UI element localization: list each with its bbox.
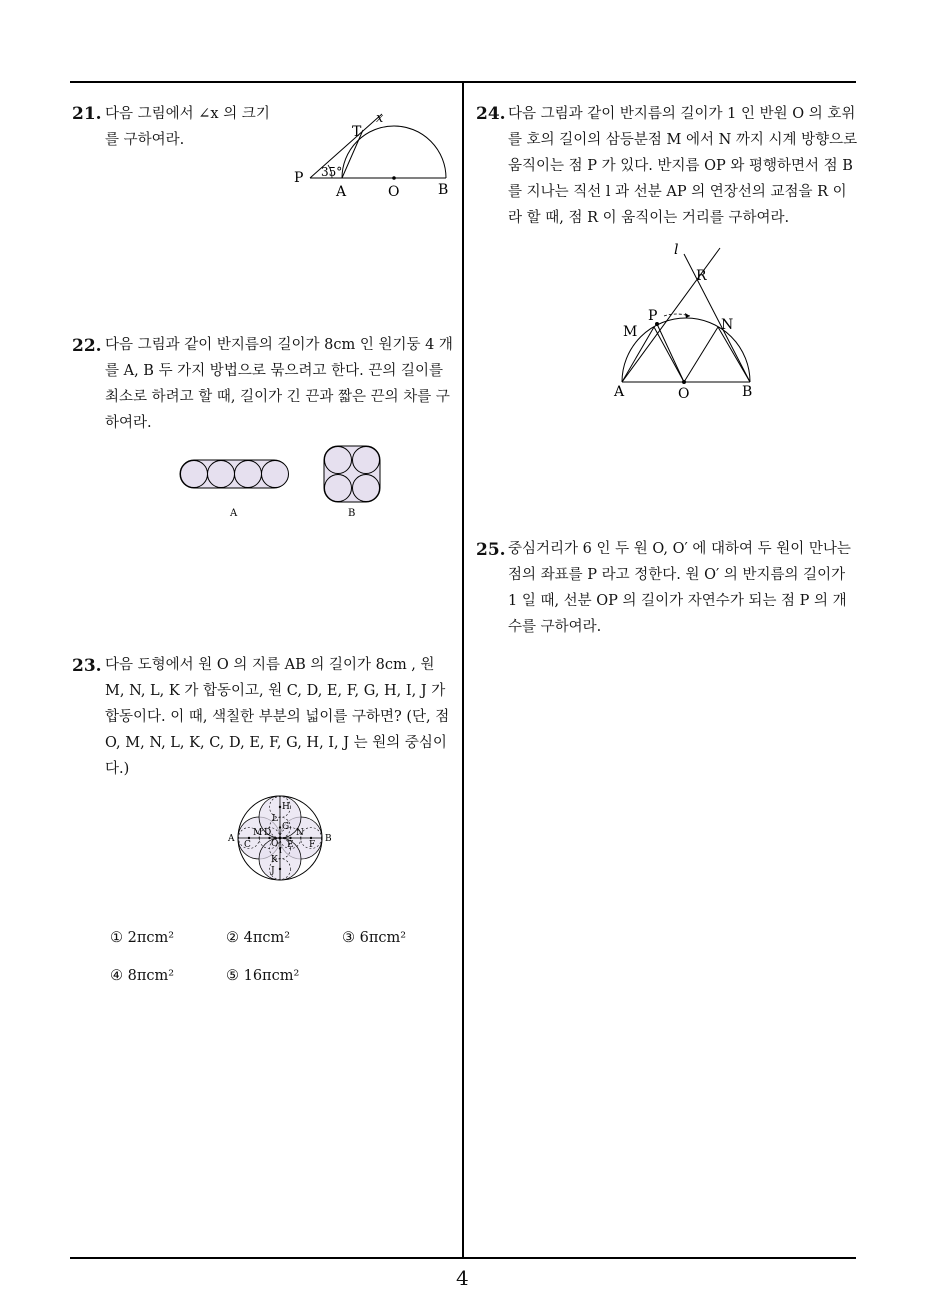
- q23-label-l: L: [272, 814, 278, 824]
- q23-choice-3[interactable]: ③ 6πcm²: [342, 930, 407, 946]
- page-number: 4: [456, 1266, 469, 1290]
- q23-label-h: H: [282, 802, 290, 812]
- q23-label-e: E: [287, 840, 294, 850]
- q24-line-on: [684, 327, 718, 382]
- q23-label-j: J: [271, 866, 275, 876]
- q23-point-dot: [310, 837, 312, 839]
- q21-label-t: T: [352, 124, 362, 140]
- q22-cylinder: [262, 461, 289, 488]
- q23-text: 다음 도형에서 원 O 의 지름 AB 의 길이가 8cm , 원 M, N, L, K 가 합동이고, 원 C, D, E, F, G, H, I, J 가 합동이다. 이 때, 색칠한 부분의 넓이를 구하면? (단, 점 O, M, N, L, K, C, D, E, F, G, H, I, J 는 원의 중심이다.): [105, 657, 450, 777]
- q24-label-m: M: [623, 324, 638, 340]
- q23-point-dot: [289, 837, 291, 839]
- q23-label-m: M: [253, 828, 263, 838]
- q23-label-f: F: [309, 840, 316, 850]
- q23-label-b: B: [325, 834, 332, 844]
- q22-cylinder: [353, 447, 380, 474]
- q22-label-a: A: [230, 508, 238, 519]
- q23-figure: [224, 788, 338, 888]
- q23-choice-2[interactable]: ② 4πcm²: [226, 930, 291, 946]
- q21-label-p: P: [294, 170, 304, 186]
- q24-label-a: A: [614, 384, 625, 400]
- q25-text: 중심거리가 6 인 두 원 O, O′ 에 대하여 두 원이 만나는 점의 좌표를 P 라고 정한다. 원 O′ 의 반지름의 길이가 1 일 때, 선분 OP 의 길이가 자연수가 되는 점 P 의 개수를 구하여라.: [508, 541, 851, 635]
- q23-center-dot: [279, 837, 282, 840]
- q21-label-x: x: [376, 111, 384, 126]
- q22-cylinder: [208, 461, 235, 488]
- q24-text: 다음 그림과 같이 반지름의 길이가 1 인 반원 O 의 호위를 호의 길이의 삼등분점 M 에서 N 까지 시계 방향으로 움직이는 점 P 가 있다. 반지름 OP 와 평행하면서 점 B 를 지나는 직선 l 과 선분 AP 의 연장선의 교점을 R 이라 할 때, 점 R 이 움직이는 거리를 구하여라.: [508, 106, 858, 226]
- q24-label-p: P: [648, 308, 658, 324]
- q23-label-n: N: [296, 828, 304, 838]
- bottom-rule: [70, 1257, 856, 1259]
- column-divider: [462, 81, 464, 1259]
- q22-cylinder: [325, 475, 352, 502]
- q23-label-d: D: [264, 828, 272, 838]
- q21-text: 다음 그림에서 ∠x 의 크기를 구하여라.: [105, 106, 270, 148]
- q23-choice-1[interactable]: ① 2πcm²: [110, 930, 175, 946]
- q24-label-l: l: [674, 242, 679, 258]
- q23-point-dot: [279, 826, 281, 828]
- q24-line-op: [657, 324, 684, 382]
- q24-label-r: R: [696, 268, 707, 284]
- q22-figure: [178, 444, 386, 522]
- q24-number: 24.: [476, 104, 506, 124]
- q23-label-g: G: [282, 822, 290, 832]
- q21-center-dot: [392, 176, 396, 180]
- q21-number: 21.: [72, 104, 102, 124]
- q24-line-om: [654, 327, 684, 382]
- q24-point-o: [682, 380, 686, 384]
- q23-label-a: A: [228, 834, 235, 844]
- q23-label-i: I: [279, 846, 283, 855]
- q23-point-dot: [279, 868, 281, 870]
- q22-cylinder: [181, 461, 208, 488]
- q24-label-n: N: [721, 317, 734, 333]
- q21-label-b: B: [438, 182, 449, 198]
- q23-choice-4[interactable]: ④ 8πcm²: [110, 968, 175, 984]
- q23-choice-5[interactable]: ⑤ 16πcm²: [226, 968, 300, 984]
- q22-cylinder: [353, 475, 380, 502]
- q24-label-o: O: [678, 386, 690, 402]
- q22-number: 22.: [72, 336, 102, 356]
- q21-label-a: A: [336, 184, 347, 200]
- q25-number: 25.: [476, 540, 506, 560]
- q23-point-dot: [279, 806, 281, 808]
- q23-label-o: O: [271, 839, 279, 849]
- q24-figure: [608, 240, 768, 402]
- q23-point-dot: [248, 837, 250, 839]
- q21-label-o: O: [388, 184, 400, 200]
- q23-number: 23.: [72, 656, 102, 676]
- q23-label-c: C: [244, 840, 251, 850]
- q22-cylinder: [235, 461, 262, 488]
- q23-label-k: K: [271, 855, 278, 865]
- q22-text: 다음 그림과 같이 반지름의 길이가 8cm 인 원기둥 4 개를 A, B 두 가지 방법으로 묶으려고 한다. 끈의 길이를 최소로 하려고 할 때, 길이가 긴 끈과 짧은 끈의 차를 구하여라.: [105, 337, 453, 431]
- q24-label-b: B: [742, 384, 753, 400]
- q21-label-angle: 35°: [321, 165, 343, 179]
- q22-label-b: B: [348, 508, 356, 519]
- q21-figure: [290, 108, 460, 200]
- q22-cylinder: [325, 447, 352, 474]
